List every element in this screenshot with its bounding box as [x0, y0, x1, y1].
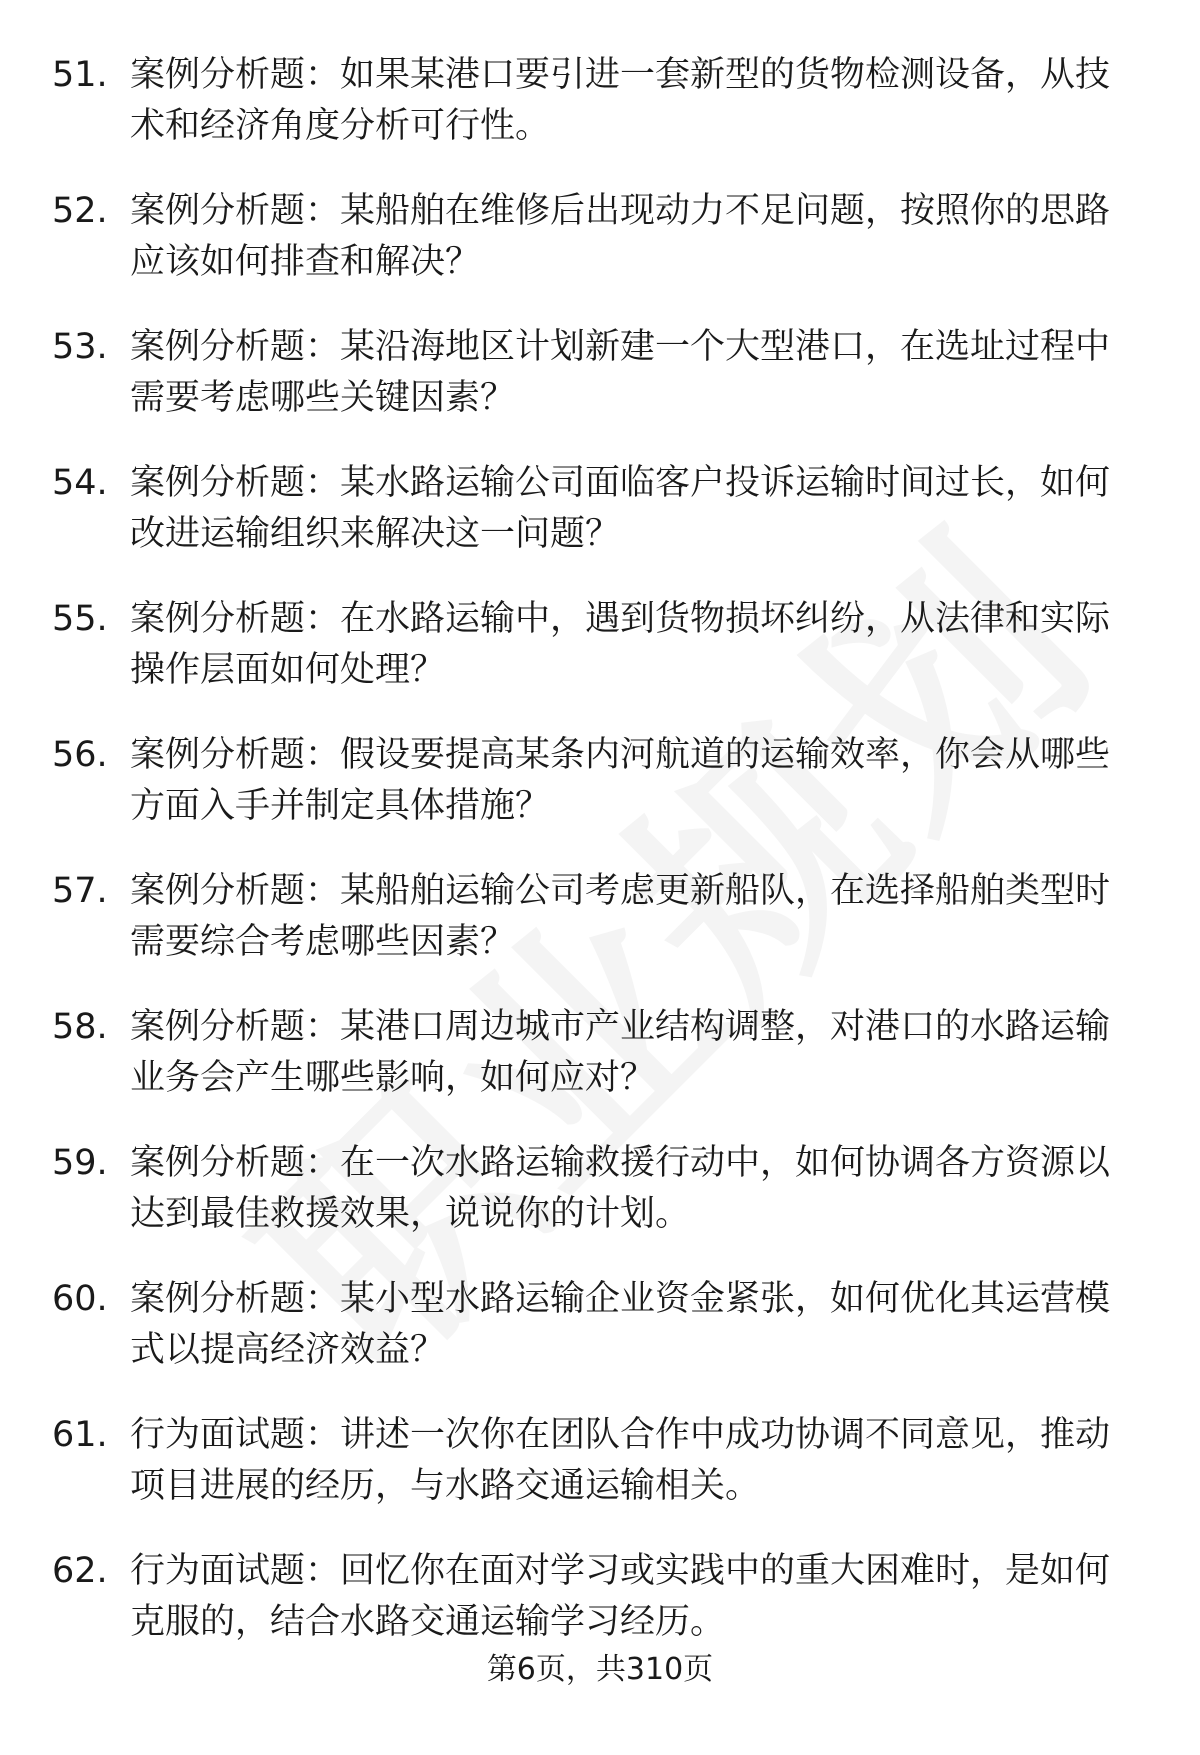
- question-number: 61.: [52, 1415, 108, 1455]
- question-number: 51.: [52, 55, 108, 95]
- question-number: 57.: [52, 871, 108, 911]
- question-text: 案例分析题：某船舶运输公司考虑更新船队，在选择船舶类型时需要综合考虑哪些因素？: [130, 871, 1111, 962]
- question-text: 案例分析题：某沿海地区计划新建一个大型港口，在选址过程中需要考虑哪些关键因素？: [130, 327, 1111, 418]
- question-number: 55.: [52, 599, 108, 639]
- question-item: [52, 1274, 1152, 1376]
- question-text: 案例分析题：某船舶在维修后出现动力不足问题，按照你的思路应该如何排查和解决？: [130, 191, 1111, 282]
- question-number: 59.: [52, 1143, 108, 1183]
- question-number: 56.: [52, 735, 108, 775]
- question-text: 案例分析题：如果某港口要引进一套新型的货物检测设备，从技术和经济角度分析可行性。: [130, 55, 1111, 146]
- question-text: 行为面试题：回忆你在面对学习或实践中的重大困难时，是如何克服的，结合水路交通运输学习经历。: [130, 1551, 1111, 1642]
- question-item: [52, 1410, 1152, 1512]
- question-number: 62.: [52, 1551, 108, 1591]
- question-text: 案例分析题：在一次水路运输救援行动中，如何协调各方资源以达到最佳救援效果，说说你的计划。: [130, 1143, 1111, 1234]
- question-item: [52, 458, 1152, 560]
- question-item: [52, 1138, 1152, 1240]
- question-text: 案例分析题：某港口周边城市产业结构调整，对港口的水路运输业务会产生哪些影响，如何应对？: [130, 1007, 1111, 1098]
- question-text: 案例分析题：某小型水路运输企业资金紧张，如何优化其运营模式以提高经济效益？: [130, 1279, 1111, 1370]
- question-text: 案例分析题：某水路运输公司面临客户投诉运输时间过长，如何改进运输组织来解决这一问题？: [130, 463, 1111, 554]
- question-text: 案例分析题：在水路运输中，遇到货物损坏纠纷，从法律和实际操作层面如何处理？: [130, 599, 1111, 690]
- question-item: [52, 1546, 1152, 1648]
- question-item: [52, 866, 1152, 968]
- question-number: 54.: [52, 463, 108, 503]
- question-item: [52, 186, 1152, 288]
- question-item: [52, 50, 1152, 152]
- question-item: [52, 1002, 1152, 1104]
- question-number: 52.: [52, 191, 108, 231]
- question-number: 60.: [52, 1279, 108, 1319]
- question-number: 53.: [52, 327, 108, 367]
- question-item: [52, 730, 1152, 832]
- question-list: [52, 50, 1152, 1682]
- page-number-footer: 第6页，共310页: [486, 1652, 714, 1687]
- question-text: 行为面试题：讲述一次你在团队合作中成功协调不同意见，推动项目进展的经历，与水路交通运输相关。: [130, 1415, 1111, 1506]
- question-number: 58.: [52, 1007, 108, 1047]
- question-text: 案例分析题：假设要提高某条内河航道的运输效率，你会从哪些方面入手并制定具体措施？: [130, 735, 1111, 826]
- question-item: [52, 322, 1152, 424]
- question-item: [52, 594, 1152, 696]
